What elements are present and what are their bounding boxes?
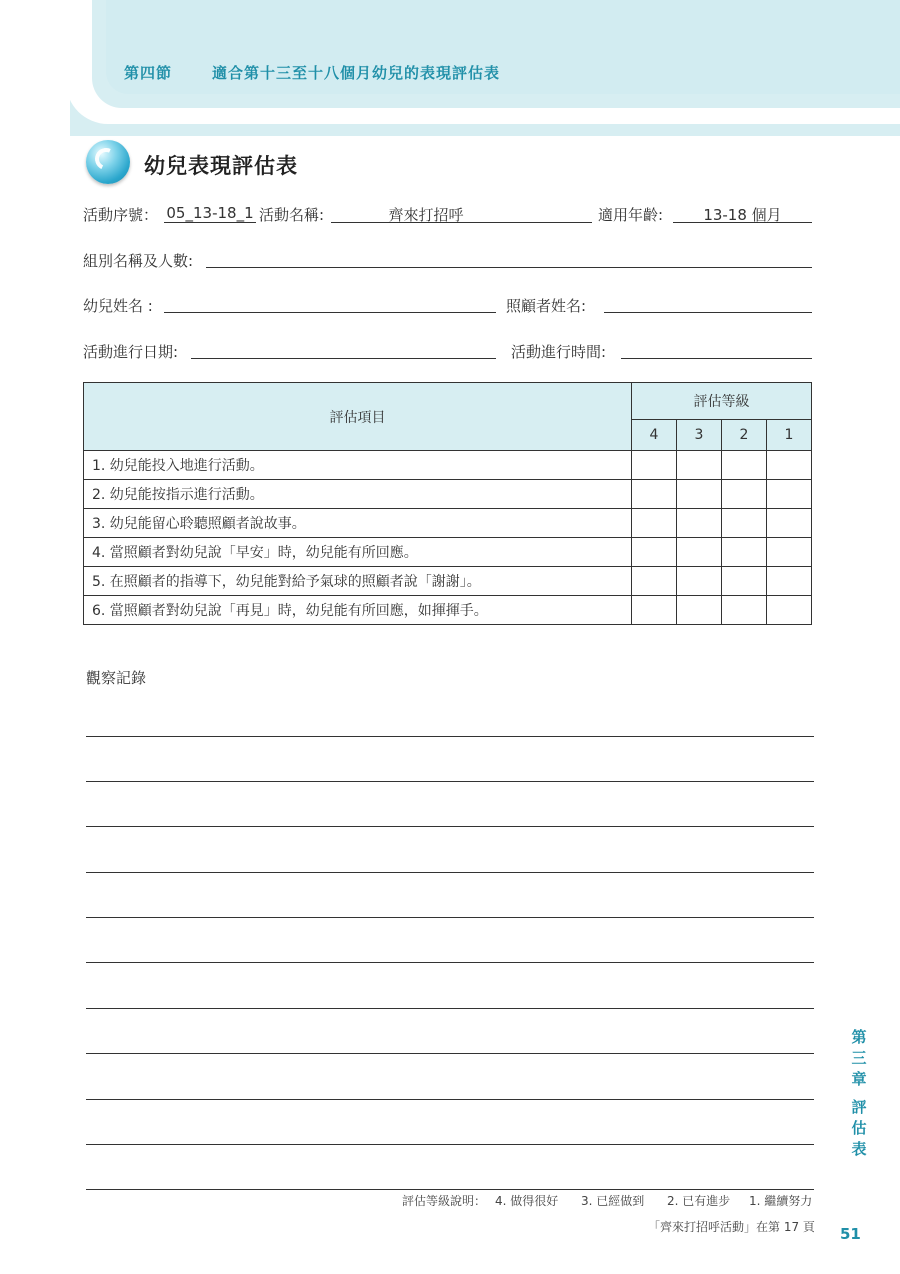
- caregiver-label: 照顧者姓名:: [506, 297, 587, 315]
- activity-name-label: 活動名稱:: [259, 206, 325, 224]
- grade-cell[interactable]: [632, 596, 677, 625]
- grade-cell[interactable]: [677, 480, 722, 509]
- table-row: [84, 451, 812, 480]
- legend-grade-1: 1. 繼續努力: [749, 1194, 813, 1208]
- grade-cell[interactable]: [722, 567, 767, 596]
- child-name-label: 幼兒姓名 :: [83, 297, 153, 315]
- activity-no-label: 活動序號：: [83, 206, 159, 224]
- time-line[interactable]: [621, 358, 812, 359]
- item-5: 5. 在照顧者的指導下，幼兒能對給予氣球的照顧者說「謝謝」。: [84, 567, 632, 596]
- grade-cell[interactable]: [632, 480, 677, 509]
- legend-grade-3: 3. 已經做到: [581, 1194, 645, 1208]
- form-title: 幼兒表現評估表: [144, 154, 298, 178]
- observation-line[interactable]: [86, 917, 814, 918]
- grade-cell[interactable]: [767, 567, 812, 596]
- item-1: 1. 幼兒能投入地進行活動。: [84, 451, 632, 480]
- grade-cell[interactable]: [767, 538, 812, 567]
- side-tab-char: 第: [851, 1028, 867, 1046]
- legend-grade-4: 4. 做得很好: [495, 1194, 559, 1208]
- observation-line[interactable]: [86, 826, 814, 827]
- grade-cell[interactable]: [767, 596, 812, 625]
- table-row: [84, 538, 812, 567]
- grade-cell[interactable]: [722, 451, 767, 480]
- grade-cell[interactable]: [677, 451, 722, 480]
- evaluation-table: [83, 382, 812, 625]
- side-tab-char: 估: [851, 1119, 867, 1137]
- grade-col-3: 3: [677, 420, 722, 451]
- grade-header: 評估等級: [632, 383, 812, 420]
- observation-line[interactable]: [86, 872, 814, 873]
- grade-cell[interactable]: [632, 538, 677, 567]
- grade-cell[interactable]: [677, 538, 722, 567]
- grade-cell[interactable]: [677, 596, 722, 625]
- observation-line[interactable]: [86, 1189, 814, 1190]
- legend-grade-2: 2. 已有進步: [667, 1194, 731, 1208]
- grade-cell[interactable]: [767, 451, 812, 480]
- observation-line[interactable]: [86, 1053, 814, 1054]
- activity-no-value: 05_13-18_1: [166, 204, 254, 222]
- header-title: 適合第十三至十八個月幼兒的表現評估表: [212, 64, 501, 82]
- grade-cell[interactable]: [767, 509, 812, 538]
- observation-title: 觀察記錄: [86, 669, 147, 687]
- group-label: 組別名稱及人數:: [83, 252, 194, 270]
- date-label: 活動進行日期:: [83, 343, 179, 361]
- grade-cell[interactable]: [722, 538, 767, 567]
- side-tab-char: 表: [851, 1140, 867, 1158]
- item-4: 4. 當照顧者對幼兒說「早安」時，幼兒能有所回應。: [84, 538, 632, 567]
- header-cut: [0, 0, 70, 136]
- observation-line[interactable]: [86, 1008, 814, 1009]
- observation-line[interactable]: [86, 962, 814, 963]
- grade-col-4: 4: [632, 420, 677, 451]
- date-line[interactable]: [191, 358, 496, 359]
- side-tab-char: 評: [851, 1098, 867, 1116]
- grade-cell[interactable]: [722, 509, 767, 538]
- activity-reference: 「齊來打招呼活動」在第 17 頁: [648, 1220, 815, 1234]
- table-row: [84, 480, 812, 509]
- item-header: 評估項目: [84, 383, 632, 451]
- group-line[interactable]: [206, 267, 812, 268]
- item-3: 3. 幼兒能留心聆聽照顧者說故事。: [84, 509, 632, 538]
- time-label: 活動進行時間:: [511, 343, 607, 361]
- age-value: 13-18 個月: [703, 206, 782, 224]
- age-label: 適用年齡:: [598, 206, 664, 224]
- header-section: 第四節: [124, 64, 173, 82]
- bubble-logo-icon: [86, 140, 130, 184]
- grade-cell[interactable]: [722, 596, 767, 625]
- grade-col-1: 1: [767, 420, 812, 451]
- grade-cell[interactable]: [632, 451, 677, 480]
- grade-cell[interactable]: [632, 567, 677, 596]
- observation-line[interactable]: [86, 781, 814, 782]
- side-tab-topic: [849, 1097, 869, 1160]
- side-tab-char: 三: [851, 1049, 867, 1067]
- child-name-line[interactable]: [164, 312, 496, 313]
- observation-line[interactable]: [86, 1099, 814, 1100]
- table-row: [84, 509, 812, 538]
- grade-cell[interactable]: [632, 509, 677, 538]
- table-row: [84, 596, 812, 625]
- table-row: [84, 567, 812, 596]
- activity-no-line: [164, 222, 256, 223]
- activity-name-value: 齊來打招呼: [388, 206, 464, 224]
- item-6: 6. 當照顧者對幼兒說「再見」時，幼兒能有所回應，如揮揮手。: [84, 596, 632, 625]
- side-tab-char: 章: [851, 1070, 867, 1088]
- grade-cell[interactable]: [722, 480, 767, 509]
- observation-line[interactable]: [86, 736, 814, 737]
- grade-col-2: 2: [722, 420, 767, 451]
- legend-label: 評估等級說明：: [402, 1194, 487, 1208]
- page-number: 51: [840, 1225, 861, 1243]
- grade-cell[interactable]: [677, 567, 722, 596]
- grade-cell[interactable]: [677, 509, 722, 538]
- observation-line[interactable]: [86, 1144, 814, 1145]
- caregiver-line[interactable]: [604, 312, 812, 313]
- side-tab-chapter: [849, 1027, 869, 1090]
- grade-cell[interactable]: [767, 480, 812, 509]
- item-2: 2. 幼兒能按指示進行活動。: [84, 480, 632, 509]
